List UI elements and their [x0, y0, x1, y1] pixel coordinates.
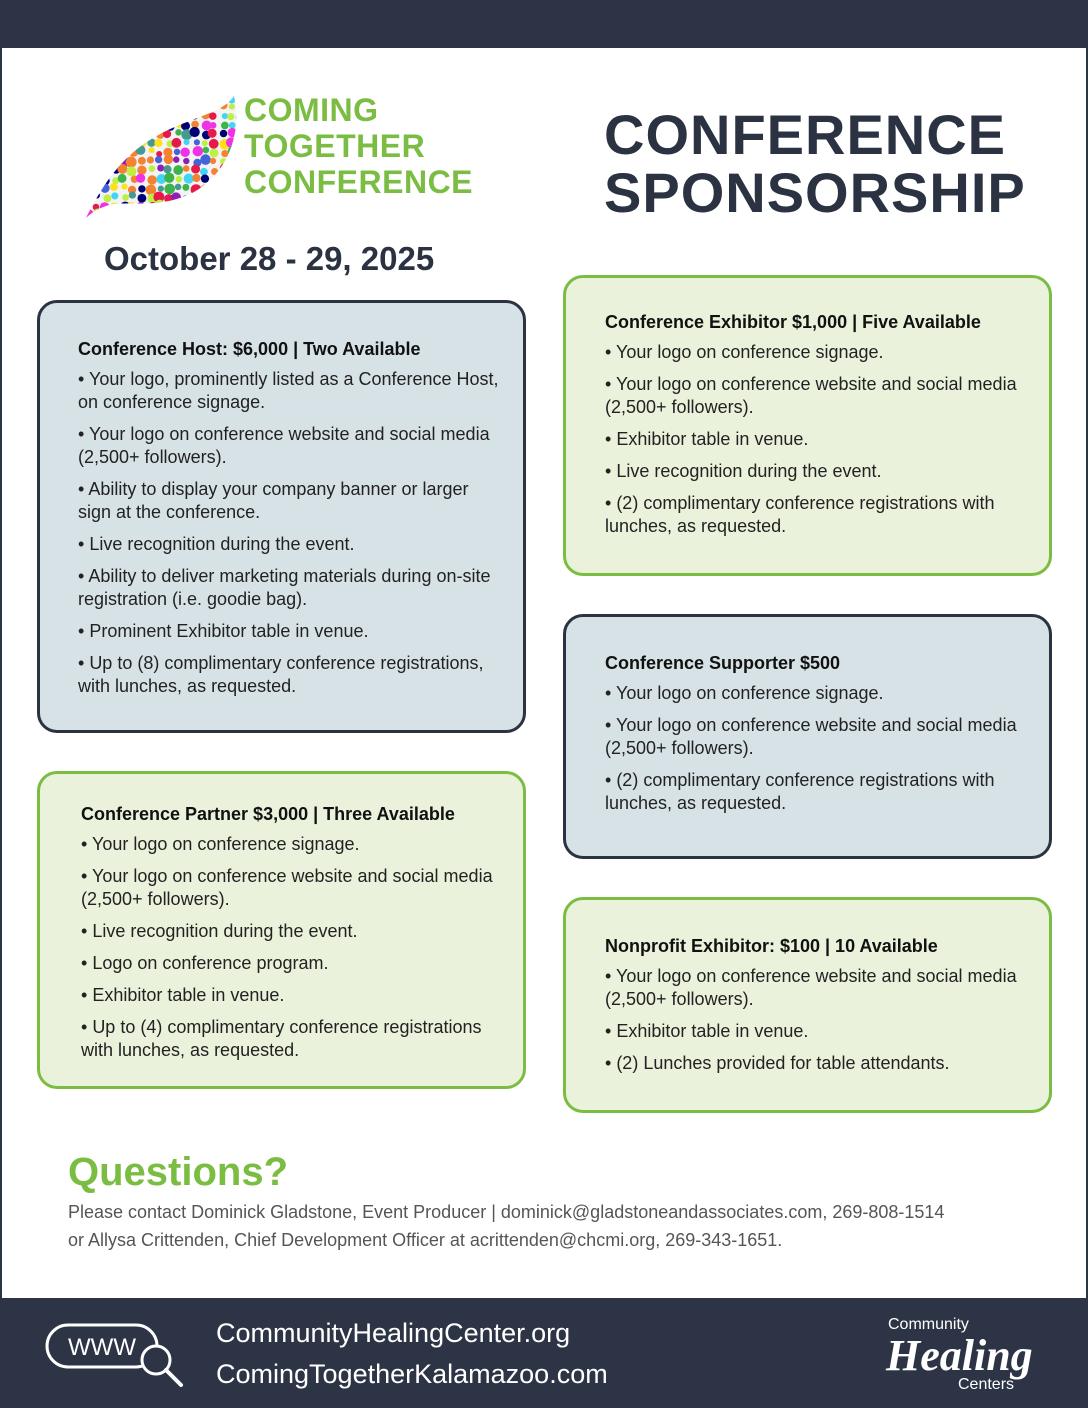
benefit-item: • Your logo on conference website and social media (2,500+ followers). [605, 373, 1025, 419]
card-title: Nonprofit Exhibitor: $100 | 10 Available [605, 936, 938, 956]
www-search-icon [44, 1322, 186, 1388]
contact-line-1: Please contact Dominick Gladstone, Event Producer | dominick@gladstoneandassociates.com, 269-808-1514 [68, 1202, 945, 1222]
benefit-list [78, 368, 499, 698]
sponsorship-card-supporter [563, 614, 1052, 859]
benefit-item: • Your logo on conference signage. [605, 682, 1025, 705]
card-title: Conference Host: $6,000 | Two Available [78, 339, 421, 359]
sponsorship-card-partner [37, 771, 526, 1089]
benefit-item: • Your logo on conference signage. [81, 833, 499, 856]
benefit-item: • (2) Lunches provided for table attendants. [605, 1052, 1025, 1075]
footer-link-coming-together[interactable]: ComingTogetherKalamazoo.com [216, 1359, 608, 1389]
footer-link-chc[interactable]: CommunityHealingCenter.org [216, 1318, 571, 1348]
benefit-item: • Up to (8) complimentary conference registrations, with lunches, as requested. [78, 652, 499, 698]
leaf-icon [84, 92, 244, 222]
logo-wordmark [244, 92, 473, 200]
benefit-list [605, 965, 1025, 1075]
card-title: Conference Exhibitor $1,000 | Five Available [605, 312, 981, 332]
org-logo-line-3: Centers [958, 1376, 1015, 1393]
sponsorship-card-nonprofit [563, 897, 1052, 1113]
benefit-item: • Live recognition during the event. [78, 533, 499, 556]
logo-line-2: TOGETHER [244, 128, 426, 164]
benefit-item: • (2) complimentary conference registrations with lunches, as requested. [605, 492, 1025, 538]
benefit-item: • Prominent Exhibitor table in venue. [78, 620, 499, 643]
sponsorship-card-exhibitor [563, 275, 1052, 576]
benefit-item: • Your logo, prominently listed as a Conference Host, on conference signage. [78, 368, 499, 414]
sponsorship-card-host [37, 300, 526, 733]
card-title: Conference Supporter $500 [605, 653, 841, 673]
page-border-left [0, 48, 2, 1298]
card-title: Conference Partner $3,000 | Three Available [81, 804, 455, 824]
benefit-item: • (2) complimentary conference registrations with lunches, as requested. [605, 769, 1025, 815]
contact-line-2: or Allysa Crittenden, Chief Development Officer at acrittenden@chcmi.org, 269-343-1651. [68, 1230, 783, 1250]
benefit-item: • Your logo on conference website and social media (2,500+ followers). [78, 423, 499, 469]
logo-line-1: COMING [244, 92, 379, 128]
benefit-item: • Live recognition during the event. [81, 920, 499, 943]
top-bar [0, 0, 1088, 48]
conference-logo [84, 92, 484, 222]
contact-info [68, 1198, 1058, 1254]
benefit-item: • Live recognition during the event. [605, 460, 1025, 483]
benefit-item: • Your logo on conference website and social media (2,500+ followers). [605, 714, 1025, 760]
benefit-list [605, 341, 1025, 538]
benefit-item: • Exhibitor table in venue. [605, 1020, 1025, 1043]
page-title [604, 103, 1026, 224]
benefit-item: • Ability to display your company banner or larger sign at the conference. [78, 478, 499, 524]
logo-line-3: CONFERENCE [244, 164, 474, 200]
title-line-1: CONFERENCE [604, 103, 1007, 166]
benefit-list [81, 833, 499, 1062]
community-healing-centers-logo [870, 1316, 1060, 1396]
benefit-item: • Your logo on conference website and social media (2,500+ followers). [605, 965, 1025, 1011]
benefit-item: • Your logo on conference signage. [605, 341, 1025, 364]
benefit-list [605, 682, 1025, 815]
org-logo-line-2: Healing [886, 1331, 1033, 1380]
www-label: WWW [68, 1334, 136, 1361]
benefit-item: • Ability to deliver marketing materials during on-site registration (i.e. goodie bag). [78, 565, 499, 611]
title-line-2: SPONSORSHIP [604, 161, 1026, 224]
event-date: October 28 - 29, 2025 [104, 240, 435, 277]
benefit-item: • Your logo on conference website and social media (2,500+ followers). [81, 865, 499, 911]
benefit-item: • Exhibitor table in venue. [81, 984, 499, 1007]
benefit-item: • Up to (4) complimentary conference registrations with lunches, as requested. [81, 1016, 499, 1062]
questions-heading: Questions? [68, 1150, 289, 1194]
benefit-item: • Logo on conference program. [81, 952, 499, 975]
org-logo-line-1: Community [888, 1316, 969, 1333]
benefit-item: • Exhibitor table in venue. [605, 428, 1025, 451]
